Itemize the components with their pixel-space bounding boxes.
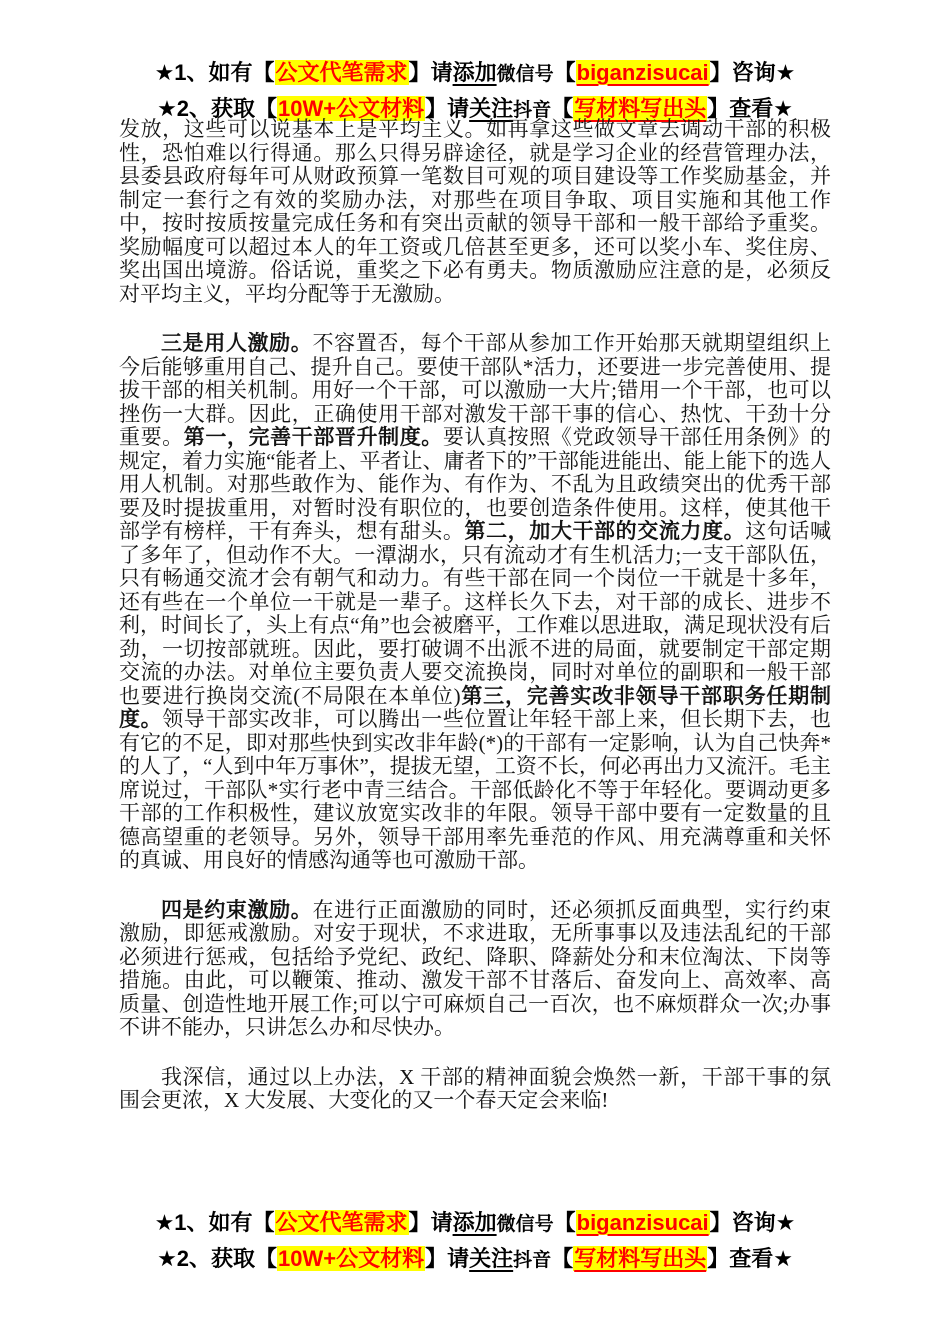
promo-prefix: ★2、获取【 xyxy=(157,96,278,121)
underlined-action-text: 添加 xyxy=(452,60,497,85)
underlined-action-text: 关注 xyxy=(469,96,514,121)
promo-suffix: 】查看★ xyxy=(707,96,793,121)
bracket-text: 】请 xyxy=(408,1210,453,1235)
bold-heading-run: 三是用人激励。 xyxy=(161,331,313,355)
body-text-run: 这句话喊了多年了，但动作不大。一潭湖水，只有流动才有生机活力;一支干部队伍，只有畅通交流才会有朝气和动力。有些干部在同一个岗位一干就是十多年，还有些在一个单位一干就是一辈子。这样长久下去，对干部的成长、进步不利，时间长了，头上有点“角”也会被磨平，工作难以思进取，满足现状没有后劲，一切按部就班。因此，要打破调不出派不进的局面，就要制定干部定期交流的办法。对单位主要负责人要交流换岗，同时对单位的副职和一般干部也要进行换岗交流(不局限在本单位) xyxy=(119,519,831,708)
paragraph-continuation xyxy=(119,118,831,306)
body-text-run: 在进行正面激励的同时，还必须抓反面典型，实行约束激励，即惩戒激励。对安于现状，不求进取，无所事事以及违法乱纪的干部必须进行惩戒，包括给予党纪、政纪、降职、降薪处分和末位淘汰、下岗等措施。由此，可以鞭策、推动、激发干部不甘落后、奋发向上、高效率、高质量、创造性地开展工作;可以宁可麻烦自己一百次，也不麻烦群众一次;办事不讲不能办，只讲怎么办和尽快办。 xyxy=(119,897,832,1039)
paragraph-renyong-jili xyxy=(119,332,831,873)
platform-label-douyin: 抖音 xyxy=(513,1250,552,1271)
promo-header-line-1 xyxy=(0,56,950,92)
promo-footer xyxy=(0,1206,950,1278)
bracket-open: 【 xyxy=(551,96,574,121)
promo-prefix: ★2、获取【 xyxy=(157,1246,278,1271)
bracket-text: 】请 xyxy=(425,96,470,121)
bold-heading-run: 第三，完善实改非领导干部职务任期制度。 xyxy=(119,683,831,731)
body-text-run: 领导干部实改非，可以腾出一些位置让年轻干部上来，但长期下去，也有它的不足，即对那些快到实改非年龄(*)的干部有一定影响，认为自己快奔*的人了，“人到中年万事休”，提拔无望，工资不长，何必再出力又流汗。毛主席说过，干部队*实行老中青三结合。干部低龄化不等于年轻化。要调动更多干部的工作积极性，建议放宽实改非的年限。领导干部中要有一定数量的且德高望重的老领导。另外，领导干部用率先垂范的作风、用充满尊重和关怀的真诚、用良好的情感沟通等也可激励干部。 xyxy=(119,707,831,872)
platform-label-douyin: 抖音 xyxy=(513,100,552,121)
promo-suffix: 】查看★ xyxy=(707,1246,793,1271)
wechat-account-name: biganzisucai xyxy=(576,60,709,85)
highlighted-service-text: 公文代笔需求 xyxy=(275,60,408,85)
document-body xyxy=(119,118,831,1139)
body-text-run: 我深信，通过以上办法，X 干部的精神面貌会焕然一新，干部干事的氛围会更浓，X 大发展、大变化的又一个春天定会来临! xyxy=(119,1064,831,1112)
wechat-account-name: biganzisucai xyxy=(576,1210,709,1235)
body-text-run: 发放，这些可以说基本上是平均主义。如再拿这些做文章去调动干部的积极性，恐怕难以行得通。那么只得另辟途径，就是学习企业的经营管理办法，县委县政府每年可从财政预算一笔数目可观的项目建设等工作奖励基金，并制定一套行之有效的奖励办法，对那些在项目争取、项目实施和其他工作中，按时按质按量完成任务和有突出贡献的领导干部和一般干部给予重奖。奖励幅度可以超过本人的年工资或几倍甚至更多，还可以奖小车、奖住房、奖出国出境游。俗话说，重奖之下必有勇夫。物质激励应注意的是，必须反对平均主义，平均分配等于无激励。 xyxy=(119,117,831,306)
highlighted-material-text: 10W+公文材料 xyxy=(278,1246,425,1271)
bracket-open: 【 xyxy=(553,60,576,85)
promo-footer-line-2 xyxy=(0,1242,950,1278)
douyin-account-name: 写材料写出头 xyxy=(574,96,707,121)
body-text-run: 不容置否，每个干部从参加工作开始那天就期望组织上今后能够重用自己、提升自己。要使干部队*活力，还要进一步完善使用、提拔干部的相关机制。用好一个干部，可以激励一大片;错用一个干部，也可以挫伤一大群。因此，正确使用干部对激发干部干事的信心、热忱、干劲十分重要。 xyxy=(119,331,832,449)
body-text-run: 要认真按照《党政领导干部任用条例》的规定，着力实施“能者上、平者让、庸者下的”干部能进能出、能上能下的选人用人机制。对那些敢作为、能作为、有作为、不乱为且政绩突出的优秀干部要及时提拔重用，对暂时没有职位的，也要创造条件使用。这样，使其他干部学有榜样，干有奔头，想有甜头。 xyxy=(119,425,831,543)
promo-suffix: 】咨询★ xyxy=(709,60,796,85)
promo-footer-line-1 xyxy=(0,1206,950,1242)
underlined-action-text: 关注 xyxy=(469,1246,514,1271)
underlined-action-text: 添加 xyxy=(452,1210,497,1235)
highlighted-material-text: 10W+公文材料 xyxy=(278,96,425,121)
paragraph-yueshu-jili xyxy=(119,899,831,1040)
bracket-text: 】请 xyxy=(425,1246,470,1271)
douyin-account-name: 写材料写出头 xyxy=(574,1246,707,1271)
promo-prefix: ★1、如有【 xyxy=(154,1210,275,1235)
platform-label-wechat: 微信号 xyxy=(496,64,554,85)
bold-heading-run: 四是约束激励。 xyxy=(161,897,313,922)
bold-heading-run: 第二，加大干部的交流力度。 xyxy=(464,519,746,543)
paragraph-conclusion xyxy=(119,1066,831,1113)
promo-prefix: ★1、如有【 xyxy=(154,60,275,85)
promo-suffix: 】咨询★ xyxy=(709,1210,796,1235)
highlighted-service-text: 公文代笔需求 xyxy=(275,1210,408,1235)
bold-heading-run: 第一，完善干部晋升制度。 xyxy=(183,425,443,449)
platform-label-wechat: 微信号 xyxy=(496,1214,554,1235)
bracket-open: 【 xyxy=(551,1246,574,1271)
bracket-open: 【 xyxy=(553,1210,576,1235)
bracket-text: 】请 xyxy=(408,60,453,85)
